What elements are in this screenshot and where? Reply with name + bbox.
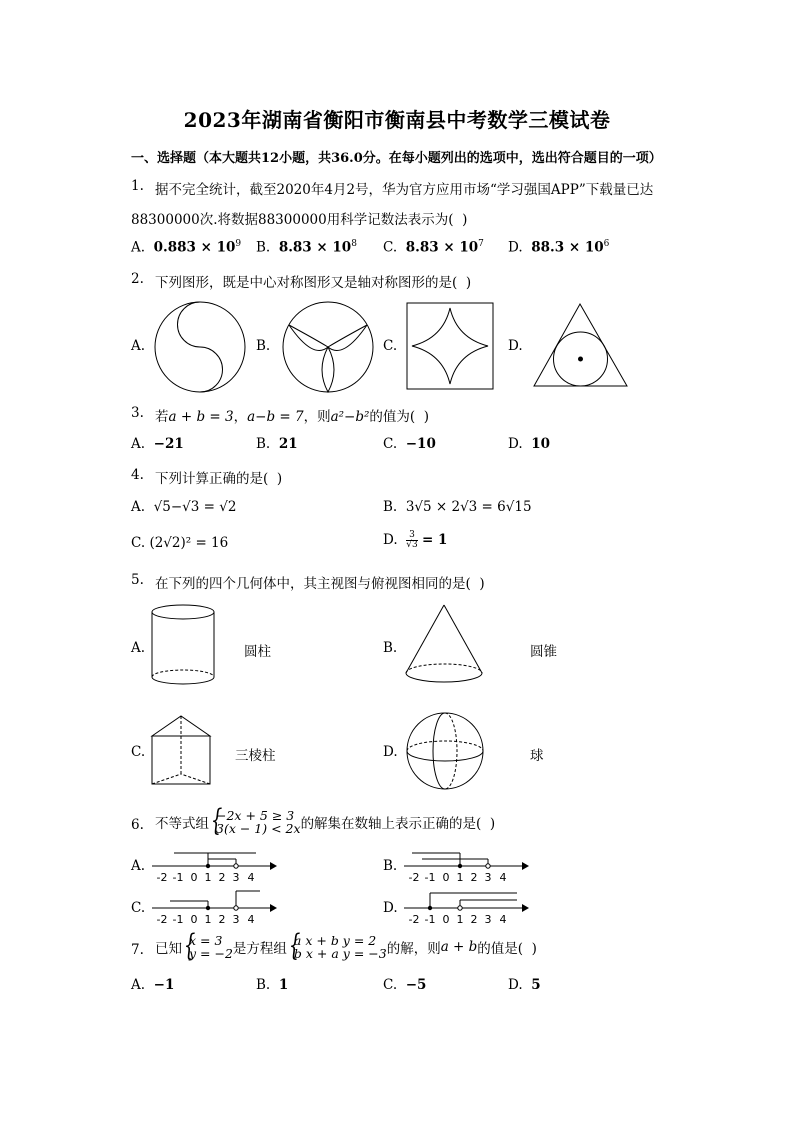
section-heading: 一、选择题（本大题共12小题，共36.0分。在每小题列出的选项中，选出符合题目的一项） <box>131 151 662 166</box>
q5-name-b: 圆锥 <box>530 644 557 660</box>
svg-text:0: 0 <box>190 871 198 884</box>
q6-label-b: B. <box>383 858 398 874</box>
q5-label-d: D. <box>383 744 398 760</box>
q2-label-d: D. <box>508 338 523 354</box>
q6-label-c: C. <box>131 900 146 916</box>
triangle-incircle-figure <box>532 300 630 390</box>
svg-text:-2: -2 <box>408 913 420 926</box>
question-5-number: 5. <box>131 572 144 588</box>
q1-option-b: B. $8.83 \times 10^8$ <box>256 239 357 256</box>
q5-name-c: 三棱柱 <box>235 748 276 764</box>
q7-option-b: B. 1 <box>256 977 289 993</box>
svg-text:4: 4 <box>247 913 255 926</box>
question-2-text: 下列图形，既是中心对称图形又是轴对称图形的是( ) <box>155 275 472 291</box>
question-1-number: 1. <box>131 178 144 194</box>
svg-text:-1: -1 <box>424 913 436 926</box>
q2-label-b: B. <box>256 338 271 354</box>
svg-text:3: 3 <box>232 871 240 884</box>
svg-text:4: 4 <box>499 871 507 884</box>
question-3-text: 若a + b = 3，a−b = 7，则a²−b²的值为( ) <box>155 409 430 425</box>
q5-label-c: C. <box>131 744 146 760</box>
question-1-line-2: 88300000次.将数据88300000用科学记数法表示为( ) <box>131 212 468 228</box>
star-in-square-figure <box>405 300 495 392</box>
question-4-text: 下列计算正确的是( ) <box>155 471 283 487</box>
svg-text:0: 0 <box>442 871 450 884</box>
svg-text:0: 0 <box>442 913 450 926</box>
svg-text:-1: -1 <box>172 913 184 926</box>
svg-text:2: 2 <box>470 913 478 926</box>
svg-text:-1: -1 <box>424 871 436 884</box>
q7-option-a: A. −1 <box>131 977 175 993</box>
svg-text:1: 1 <box>204 871 212 884</box>
q4-option-d: D. $\frac{3}{√3}$ = 1 <box>383 530 448 550</box>
cylinder-figure <box>150 603 216 687</box>
q7-option-d: D. 5 <box>508 977 541 993</box>
svg-text:0: 0 <box>190 913 198 926</box>
svg-text:-2: -2 <box>408 871 420 884</box>
number-line-d <box>402 888 532 926</box>
question-1-line-1: 据不完全统计，截至2020年4月2号，华为官方应用市场“学习强国APP”下载量已达 <box>155 182 654 198</box>
q4-option-b: B. 3√5 × 2√3 = 6√15 <box>383 499 532 515</box>
q6-label-a: A. <box>131 858 146 874</box>
question-4-number: 4. <box>131 467 144 483</box>
svg-text:3: 3 <box>232 913 240 926</box>
q1-option-d: D. $88.3 \times 10^6$ <box>508 239 610 256</box>
number-line-b <box>402 848 532 884</box>
svg-text:3: 3 <box>484 871 492 884</box>
q5-label-a: A. <box>131 640 146 656</box>
svg-text:2: 2 <box>218 871 226 884</box>
q5-label-b: B. <box>383 640 398 656</box>
svg-text:1: 1 <box>204 913 212 926</box>
page-title: 2023年湖南省衡阳市衡南县中考数学三模试卷 <box>183 108 611 132</box>
q1-option-a: A. $0.883 \times 10^9$ <box>131 239 242 256</box>
q2-label-a: A. <box>131 338 146 354</box>
q7-option-c: C. −5 <box>383 977 427 993</box>
number-line-c <box>150 888 280 926</box>
q4-option-c: C. (2√2)² = 16 <box>131 535 229 551</box>
svg-text:2: 2 <box>218 913 226 926</box>
question-5-text: 在下列的四个几何体中，其主视图与俯视图相同的是( ) <box>155 576 485 592</box>
q3-option-b: B. 21 <box>256 436 298 452</box>
q5-name-a: 圆柱 <box>244 644 271 660</box>
svg-text:-2: -2 <box>156 913 168 926</box>
svg-text:3: 3 <box>484 913 492 926</box>
sphere-figure <box>404 710 486 792</box>
question-6-number: 6. <box>131 817 144 833</box>
q1-option-c: C. $8.83 \times 10^7$ <box>383 239 484 256</box>
svg-text:2: 2 <box>470 871 478 884</box>
q2-label-c: C. <box>383 338 398 354</box>
svg-text:4: 4 <box>499 913 507 926</box>
question-3-number: 3. <box>131 405 144 421</box>
q3-option-d: D. 10 <box>508 436 551 452</box>
svg-text:1: 1 <box>456 871 464 884</box>
q3-option-a: A. −21 <box>131 436 184 452</box>
number-line-a <box>150 848 280 884</box>
question-6-text: 不等式组 { −2x + 5 ≥ 3 3(x − 1) < 2x 的解集在数轴上表示正确的是( ) <box>155 809 495 835</box>
question-2-number: 2. <box>131 271 144 287</box>
q6-label-d: D. <box>383 900 398 916</box>
svg-text:-2: -2 <box>156 871 168 884</box>
three-petal-figure <box>278 300 378 395</box>
yin-yang-figure <box>150 300 250 395</box>
q3-option-c: C. −10 <box>383 436 436 452</box>
question-7-number: 7. <box>131 942 144 958</box>
cone-figure <box>404 603 484 689</box>
svg-text:-1: -1 <box>172 871 184 884</box>
q5-name-d: 球 <box>530 748 544 764</box>
svg-text:1: 1 <box>456 913 464 926</box>
q4-option-a: A. √5−√3 = √2 <box>131 499 237 515</box>
svg-text:4: 4 <box>247 871 255 884</box>
triangular-prism-figure <box>150 714 214 786</box>
question-7-text: 已知 { x = 3 y = −2 是方程组 { a x + b y = 2 b x + a y = −3 的解，则a + b的值是( ) <box>155 934 537 960</box>
